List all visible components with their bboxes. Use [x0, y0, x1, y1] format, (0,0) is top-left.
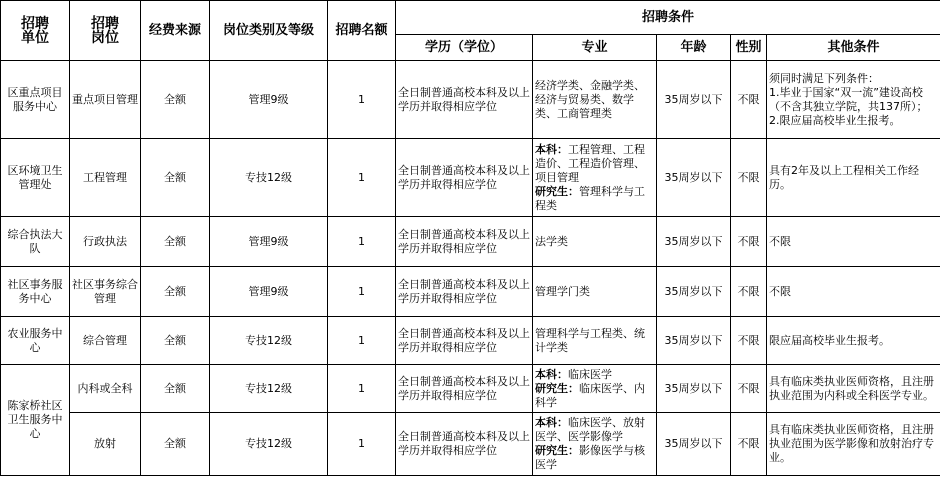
cell-gender: 不限	[731, 61, 767, 139]
cell-count: 1	[328, 61, 396, 139]
cell-count: 1	[328, 413, 396, 476]
cell-category: 专技12级	[210, 139, 328, 217]
cell-unit: 陈家桥社区卫生服务中心	[1, 365, 70, 476]
cell-major: 管理学门类	[533, 267, 657, 317]
header-post: 招聘 岗位	[70, 1, 141, 61]
cell-post: 内科或全科	[70, 365, 141, 413]
cell-funding: 全额	[141, 217, 210, 267]
cell-age: 35周岁以下	[657, 139, 731, 217]
cell-age: 35周岁以下	[657, 61, 731, 139]
table-row	[1, 139, 940, 217]
cell-gender: 不限	[731, 413, 767, 476]
table-row	[1, 365, 940, 413]
cell-unit: 区重点项目服务中心	[1, 61, 70, 139]
cell-unit: 区环境卫生管理处	[1, 139, 70, 217]
cell-category: 管理9级	[210, 267, 328, 317]
major-bachelor-label: 本科：	[535, 416, 568, 429]
table-row	[1, 217, 940, 267]
cell-education: 全日制普通高校本科及以上学历并取得相应学位	[396, 413, 533, 476]
cell-count: 1	[328, 267, 396, 317]
cell-education: 全日制普通高校本科及以上学历并取得相应学位	[396, 217, 533, 267]
table-row	[1, 317, 940, 365]
cell-funding: 全额	[141, 413, 210, 476]
cell-major: 法学类	[533, 217, 657, 267]
major-graduate-label: 研究生：	[535, 381, 579, 395]
cell-category: 专技12级	[210, 365, 328, 413]
cell-unit: 综合执法大队	[1, 217, 70, 267]
cell-age: 35周岁以下	[657, 413, 731, 476]
cell-major: 管理科学与工程类、统计学类	[533, 317, 657, 365]
cell-funding: 全额	[141, 267, 210, 317]
header-gender: 性别	[731, 35, 767, 61]
header-unit: 招聘 单位	[1, 1, 70, 61]
header-row-1	[1, 1, 940, 35]
cell-gender: 不限	[731, 139, 767, 217]
header-major: 专业	[533, 35, 657, 61]
major-graduate: 管理科学与工程类	[535, 184, 645, 212]
cell-post: 综合管理	[70, 317, 141, 365]
cell-post: 社区事务综合管理	[70, 267, 141, 317]
cell-funding: 全额	[141, 61, 210, 139]
major-bachelor: 临床医学	[568, 367, 612, 381]
cell-other: 须同时满足下列条件： 1.毕业于国家“双一流”建设高校（不含其独立学院，共137所）； 2.限应届高校毕业生报考。	[767, 61, 940, 139]
cell-gender: 不限	[731, 217, 767, 267]
cell-funding: 全额	[141, 139, 210, 217]
cell-count: 1	[328, 365, 396, 413]
cell-gender: 不限	[731, 317, 767, 365]
cell-gender: 不限	[731, 267, 767, 317]
cell-post: 重点项目管理	[70, 61, 141, 139]
cell-count: 1	[328, 139, 396, 217]
cell-funding: 全额	[141, 317, 210, 365]
major-bachelor: 临床医学、放射医学、医学影像学	[535, 416, 645, 443]
table-row	[1, 61, 940, 139]
cell-education: 全日制普通高校本科及以上学历并取得相应学位	[396, 267, 533, 317]
major-bachelor: 工程管理、工程造价、工程造价管理、项目管理	[535, 142, 645, 184]
cell-count: 1	[328, 317, 396, 365]
cell-other: 具有临床类执业医师资格，且注册执业范围为内科或全科医学专业。	[767, 365, 940, 413]
cell-age: 35周岁以下	[657, 217, 731, 267]
header-other: 其他条件	[767, 35, 940, 61]
cell-age: 35周岁以下	[657, 317, 731, 365]
major-bachelor-label: 本科：	[535, 142, 568, 156]
header-count: 招聘名额	[328, 1, 396, 61]
cell-category: 专技12级	[210, 317, 328, 365]
cell-major: 经济学类、金融学类、经济与贸易类、数学类、工商管理类	[533, 61, 657, 139]
cell-education: 全日制普通高校本科及以上学历并取得相应学位	[396, 317, 533, 365]
cell-funding: 全额	[141, 365, 210, 413]
cell-major	[533, 413, 657, 476]
major-graduate-label: 研究生：	[535, 184, 579, 198]
cell-gender: 不限	[731, 365, 767, 413]
cell-other: 限应届高校毕业生报考。	[767, 317, 940, 365]
cell-post: 工程管理	[70, 139, 141, 217]
cell-education: 全日制普通高校本科及以上学历并取得相应学位	[396, 61, 533, 139]
cell-other: 具有临床类执业医师资格，且注册执业范围为医学影像和放射治疗专业。	[767, 413, 940, 476]
cell-other: 不限	[767, 217, 940, 267]
cell-count: 1	[328, 217, 396, 267]
cell-education: 全日制普通高校本科及以上学历并取得相应学位	[396, 139, 533, 217]
cell-age: 35周岁以下	[657, 267, 731, 317]
header-conditions: 招聘条件	[396, 1, 940, 35]
cell-post: 放射	[70, 413, 141, 476]
cell-post: 行政执法	[70, 217, 141, 267]
cell-education: 全日制普通高校本科及以上学历并取得相应学位	[396, 365, 533, 413]
cell-age: 35周岁以下	[657, 365, 731, 413]
cell-major	[533, 365, 657, 413]
table-row	[1, 267, 940, 317]
cell-unit: 农业服务中心	[1, 317, 70, 365]
cell-category: 管理9级	[210, 61, 328, 139]
cell-unit: 社区事务服务中心	[1, 267, 70, 317]
header-education: 学历（学位）	[396, 35, 533, 61]
header-age: 年龄	[657, 35, 731, 61]
major-graduate-label: 研究生：	[535, 444, 579, 457]
cell-category: 专技12级	[210, 413, 328, 476]
table-row	[1, 413, 940, 476]
major-graduate: 临床医学、内科学	[535, 381, 645, 409]
major-graduate: 影像医学与核医学	[535, 444, 645, 471]
header-category: 岗位类别及等级	[210, 1, 328, 61]
cell-major	[533, 139, 657, 217]
cell-other: 具有2年及以上工程相关工作经历。	[767, 139, 940, 217]
header-funding: 经费来源	[141, 1, 210, 61]
major-bachelor-label: 本科：	[535, 367, 568, 381]
cell-other: 不限	[767, 267, 940, 317]
cell-category: 管理9级	[210, 217, 328, 267]
